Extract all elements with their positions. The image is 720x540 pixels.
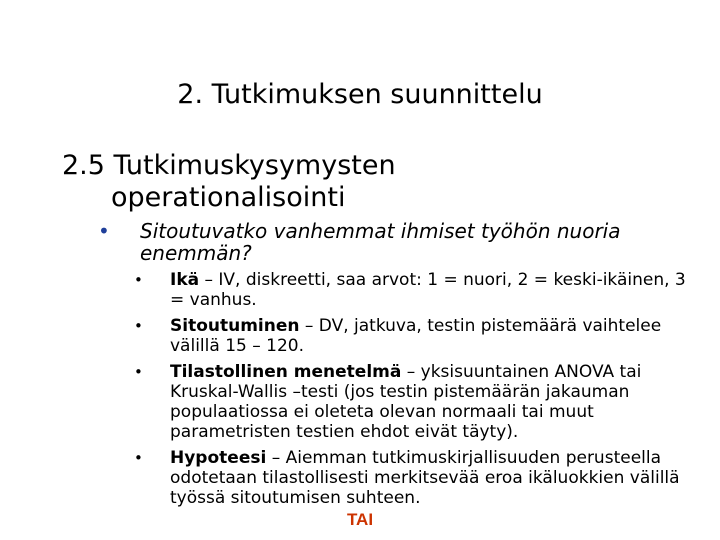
- list-item-body: [170, 448, 704, 508]
- list-item-body: [170, 362, 704, 442]
- list-item-body: [170, 316, 704, 356]
- list-item-text: – Aiemman tutkimuskirjallisuuden perusteella odotetaan tilastollisesti merkitsevää eroa ikäluokkien välillä työssä sitoutumisen suhteen.: [170, 448, 680, 508]
- list-item: [134, 270, 704, 310]
- section-heading-line2: operationalisointi: [111, 182, 346, 213]
- list-item-term: Tilastollinen menetelmä: [170, 362, 402, 382]
- list-item-term: Hypoteesi: [170, 448, 267, 468]
- list-item-term: Sitoutuminen: [170, 316, 300, 336]
- list-item-text: – IV, diskreetti, saa arvot: 1 = nuori, 2 = keski-ikäinen, 3 = vanhus.: [170, 270, 686, 310]
- bullet-icon: •: [134, 271, 143, 289]
- research-question-text: Sitoutuvatko vanhemmat ihmiset työhön nuoria enemmän?: [140, 219, 621, 265]
- section-heading: [62, 150, 682, 214]
- section-heading-line1: 2.5 Tutkimuskysymysten: [62, 150, 396, 181]
- list-item-text: – DV, jatkuva, testin pistemäärä vaihtelee välillä 15 – 120.: [170, 316, 662, 356]
- slide-title: 2. Tutkimuksen suunnittelu: [177, 79, 543, 110]
- tai-label: TAI: [346, 510, 374, 529]
- bullet-icon: •: [134, 317, 143, 335]
- research-question: [98, 220, 678, 264]
- bullet-icon: •: [134, 449, 143, 467]
- item-list: [134, 270, 704, 508]
- list-item: [134, 316, 704, 356]
- list-item: [134, 448, 704, 508]
- list-item-body: [170, 270, 704, 310]
- list-item-term: Ikä: [170, 270, 200, 290]
- bullet-icon: •: [98, 219, 110, 243]
- list-item: [134, 362, 704, 442]
- list-item-text: – yksisuuntainen ANOVA tai Kruskal-Wallis –testi (jos testin pistemäärän jakauman populaatiossa ei oleteta olevan normaali tai muut parametristen testien ehdot eivät täyty).: [170, 362, 642, 442]
- bullet-icon: •: [134, 363, 143, 381]
